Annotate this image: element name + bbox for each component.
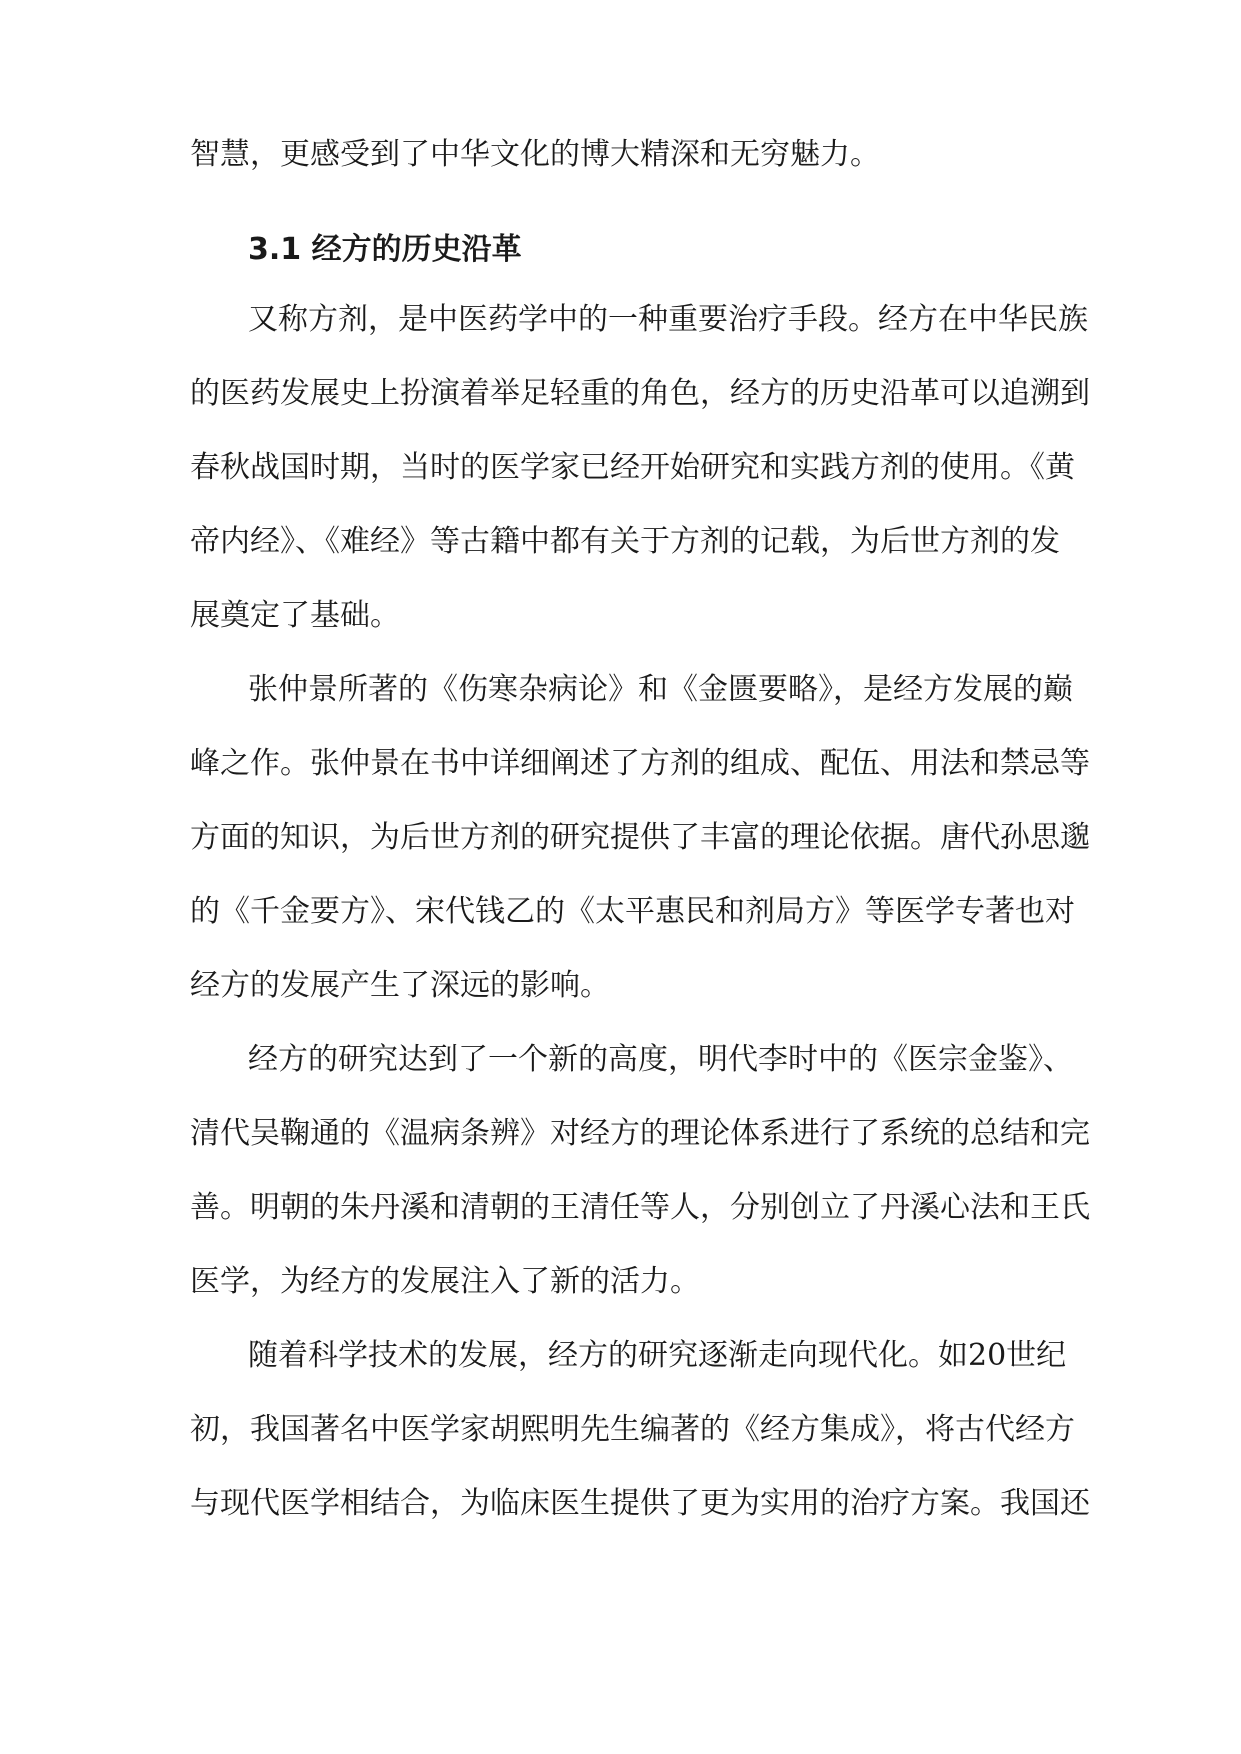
paragraph-line: 又称方剂，是中医药学中的一种重要治疗手段。经方在中华民族 [248, 302, 1088, 337]
paragraph-line: 春秋战国时期，当时的医学家已经开始研究和实践方剂的使用。《黄 [190, 450, 1075, 485]
paragraph-line: 经方的研究达到了一个新的高度，明代李时中的《医宗金鉴》、 [248, 1042, 1073, 1077]
paragraph-line: 善。明朝的朱丹溪和清朝的王清任等人，分别创立了丹溪心法和王氏 [190, 1190, 1090, 1225]
paragraph-line: 帝内经》、《难经》等古籍中都有关于方剂的记载，为后世方剂的发 [190, 524, 1060, 559]
paragraph-line: 医学，为经方的发展注入了新的活力。 [190, 1264, 700, 1299]
paragraph-line: 经方的发展产生了深远的影响。 [190, 968, 610, 1003]
paragraph-line: 清代吴鞠通的《温病条辨》对经方的理论体系进行了系统的总结和完 [190, 1116, 1090, 1151]
paragraph-line: 初，我国著名中医学家胡熙明先生编著的《经方集成》，将古代经方 [190, 1412, 1075, 1447]
paragraph-line: 方面的知识，为后世方剂的研究提供了丰富的理论依据。唐代孙思邈 [190, 820, 1090, 855]
paragraph-line: 张仲景所著的《伤寒杂病论》和《金匮要略》，是经方发展的巅 [248, 672, 1073, 707]
paragraph-line: 的《千金要方》、宋代钱乙的《太平惠民和剂局方》等医学专著也对 [190, 894, 1075, 929]
paragraph-line: 的医药发展史上扮演着举足轻重的角色，经方的历史沿革可以追溯到 [190, 376, 1090, 411]
paragraph-line: 展奠定了基础。 [190, 598, 400, 633]
paragraph-line: 智慧，更感受到了中华文化的博大精深和无穷魅力。 [190, 137, 880, 172]
paragraph-line: 峰之作。张仲景在书中详细阐述了方剂的组成、配伍、用法和禁忌等 [190, 746, 1090, 781]
paragraph-line: 与现代医学相结合，为临床医生提供了更为实用的治疗方案。我国还 [190, 1486, 1090, 1521]
paragraph-line: 随着科学技术的发展，经方的研究逐渐走向现代化。如20世纪 [248, 1338, 1067, 1373]
section-heading: 3.1 经方的历史沿革 [248, 232, 522, 267]
